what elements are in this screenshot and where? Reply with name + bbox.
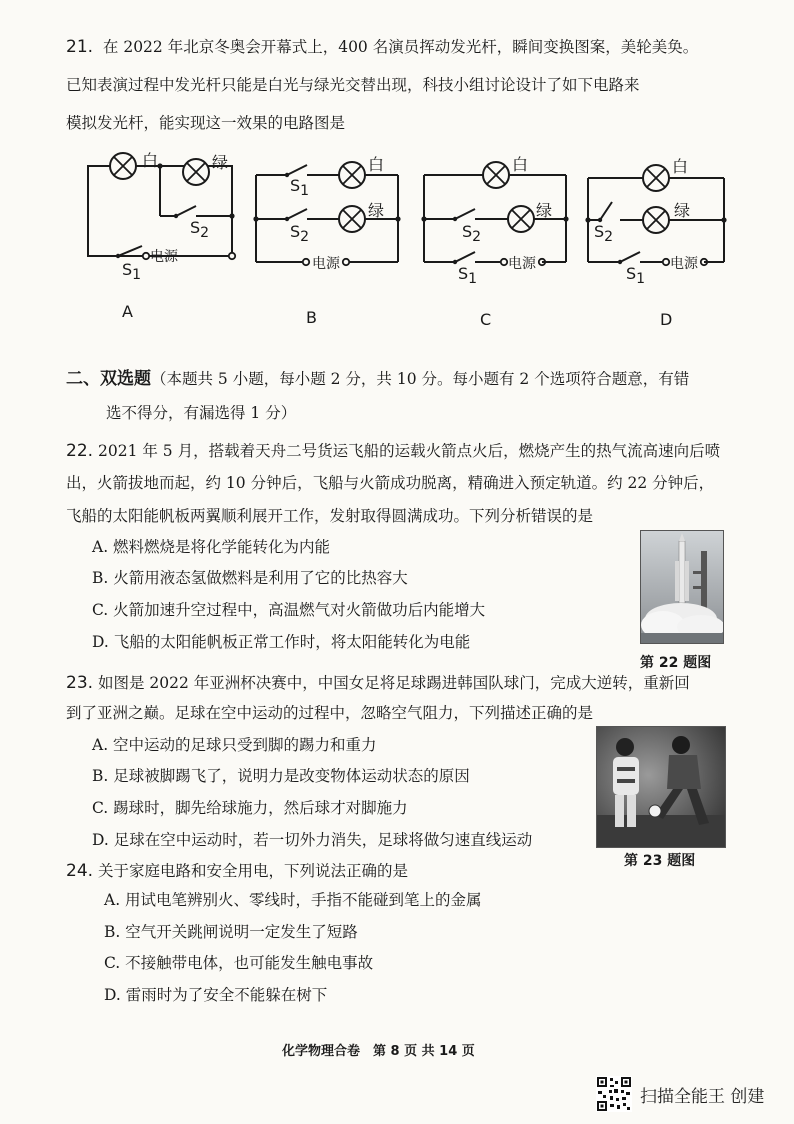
c-power-label: 电源 <box>508 256 536 272</box>
b-s2-label: $S_2$ <box>290 222 310 246</box>
q24-option-b: B. 空气开关跳闸说明一定发生了短路 <box>104 923 358 941</box>
page-footer: 化学物理合卷 第 8 页 共 14 页 <box>282 1044 475 1059</box>
q23-text-2: 到了亚洲之巅。足球在空中运动的过程中，忽略空气阻力，下列描述正确的是 <box>66 704 594 722</box>
q22-caption: 第 22 题图 <box>640 655 712 671</box>
option-a-label: A <box>122 302 133 321</box>
circuit-a <box>88 166 232 256</box>
q22-option-b: B. 火箭用液态氢做燃料是利用了它的比热容大 <box>92 569 408 587</box>
option-c-label: C <box>480 310 492 329</box>
a-power-label: 电源 <box>150 249 178 265</box>
c-green-label: 绿 <box>536 201 553 220</box>
a-green-label: 绿 <box>212 153 229 172</box>
q24-number: 24. <box>66 861 94 881</box>
section2-header <box>66 368 689 390</box>
rocket-launch-photo <box>640 530 724 644</box>
c-s2-label: $S_2$ <box>462 222 482 246</box>
q22-number: 22. <box>66 441 94 461</box>
a-white-label: 白 <box>142 151 159 170</box>
q22-text-2: 出，火箭拔地而起，约 10 分钟后，飞船与火箭成功脱离，精确进入预定轨道。约 22 分钟后， <box>66 474 715 492</box>
q22-text-3: 飞船的太阳能帆板两翼顺利展开工作，发射取得圆满成功。下列分析错误的是 <box>66 507 594 525</box>
b-green-label: 绿 <box>368 201 385 220</box>
q21-text-1: 在 2022 年北京冬奥会开幕式上，400 名演员挥动发光杆，瞬间变换图案，美轮美奂。 <box>102 38 699 56</box>
qr-code-icon <box>596 1076 632 1112</box>
d-white-label: 白 <box>672 157 689 176</box>
d-s2-label: $S_2$ <box>594 222 614 246</box>
q22-option-c: C. 火箭加速升空过程中，高温燃气对火箭做功后内能增大 <box>92 601 486 619</box>
b-white-label: 白 <box>368 155 385 174</box>
q23-option-c: C. 踢球时，脚先给球施力，然后球才对脚施力 <box>92 799 408 817</box>
q22-option-a: A. 燃料燃烧是将化学能转化为内能 <box>92 538 331 556</box>
q23-option-d: D. 足球在空中运动时，若一切外力消失，足球将做匀速直线运动 <box>92 831 533 849</box>
q24-option-a: A. 用试电笔辨别火、零线时，手指不能碰到笔上的金属 <box>104 891 482 909</box>
section2-desc-1: （本题共 5 小题，每小题 2 分，共 10 分。每小题有 2 个选项符合题意，有错 <box>151 370 690 388</box>
q24-option-d: D. 雷雨时为了安全不能躲在树下 <box>104 986 328 1004</box>
football-match-photo <box>596 726 726 848</box>
c-s1-label: $S_1$ <box>458 264 478 288</box>
option-d-label: D <box>660 310 673 329</box>
q23-option-b: B. 足球被脚踢飞了，说明力是改变物体运动状态的原因 <box>92 767 470 785</box>
section2-desc-2: 选不得分，有漏选得 1 分） <box>106 404 297 422</box>
d-s1-label: $S_1$ <box>626 264 646 288</box>
q22-option-d: D. 飞船的太阳能帆板正常工作时，将太阳能转化为电能 <box>92 633 471 651</box>
q21-text-3: 模拟发光杆，能实现这一效果的电路图是 <box>66 114 346 132</box>
q23-caption: 第 23 题图 <box>624 853 696 869</box>
q24-stem: 关于家庭电路和安全用电，下列说法正确的是 <box>97 862 408 880</box>
a-s2-label: $S_2$ <box>190 218 210 242</box>
c-white-label: 白 <box>512 155 529 174</box>
q23-number: 23. <box>66 673 94 693</box>
q24-option-c: C. 不接触带电体，也可能发生触电事故 <box>104 954 374 972</box>
q22-line-1 <box>66 440 720 462</box>
q22-text-1: 2021 年 5 月，搭载着天舟二号货运飞船的运载火箭点火后，燃烧产生的热气流高速向后喷 <box>97 442 721 460</box>
section2-heading: 二、双选题 <box>66 369 151 389</box>
q23-option-a: A. 空中运动的足球只受到脚的踢力和重力 <box>92 736 377 754</box>
a-s1-label: $S_1$ <box>122 260 142 284</box>
q21-number: 21. <box>66 37 94 57</box>
q23-text-1: 如图是 2022 年亚洲杯决赛中，中国女足将足球踢进韩国队球门，完成大逆转，重新回 <box>97 674 690 692</box>
b-power-label: 电源 <box>312 256 340 272</box>
q24-line-1 <box>66 860 408 882</box>
b-s1-label: $S_1$ <box>290 176 310 200</box>
option-b-label: B <box>306 308 317 327</box>
q21-line-1 <box>66 36 698 58</box>
q21-text-2: 已知表演过程中发光杆只能是白光与绿光交替出现，科技小组讨论设计了如下电路来 <box>66 76 640 94</box>
scanner-watermark: 扫描全能王 创建 <box>640 1087 765 1107</box>
q23-line-1 <box>66 672 690 694</box>
d-green-label: 绿 <box>674 201 691 220</box>
d-power-label: 电源 <box>670 256 698 272</box>
